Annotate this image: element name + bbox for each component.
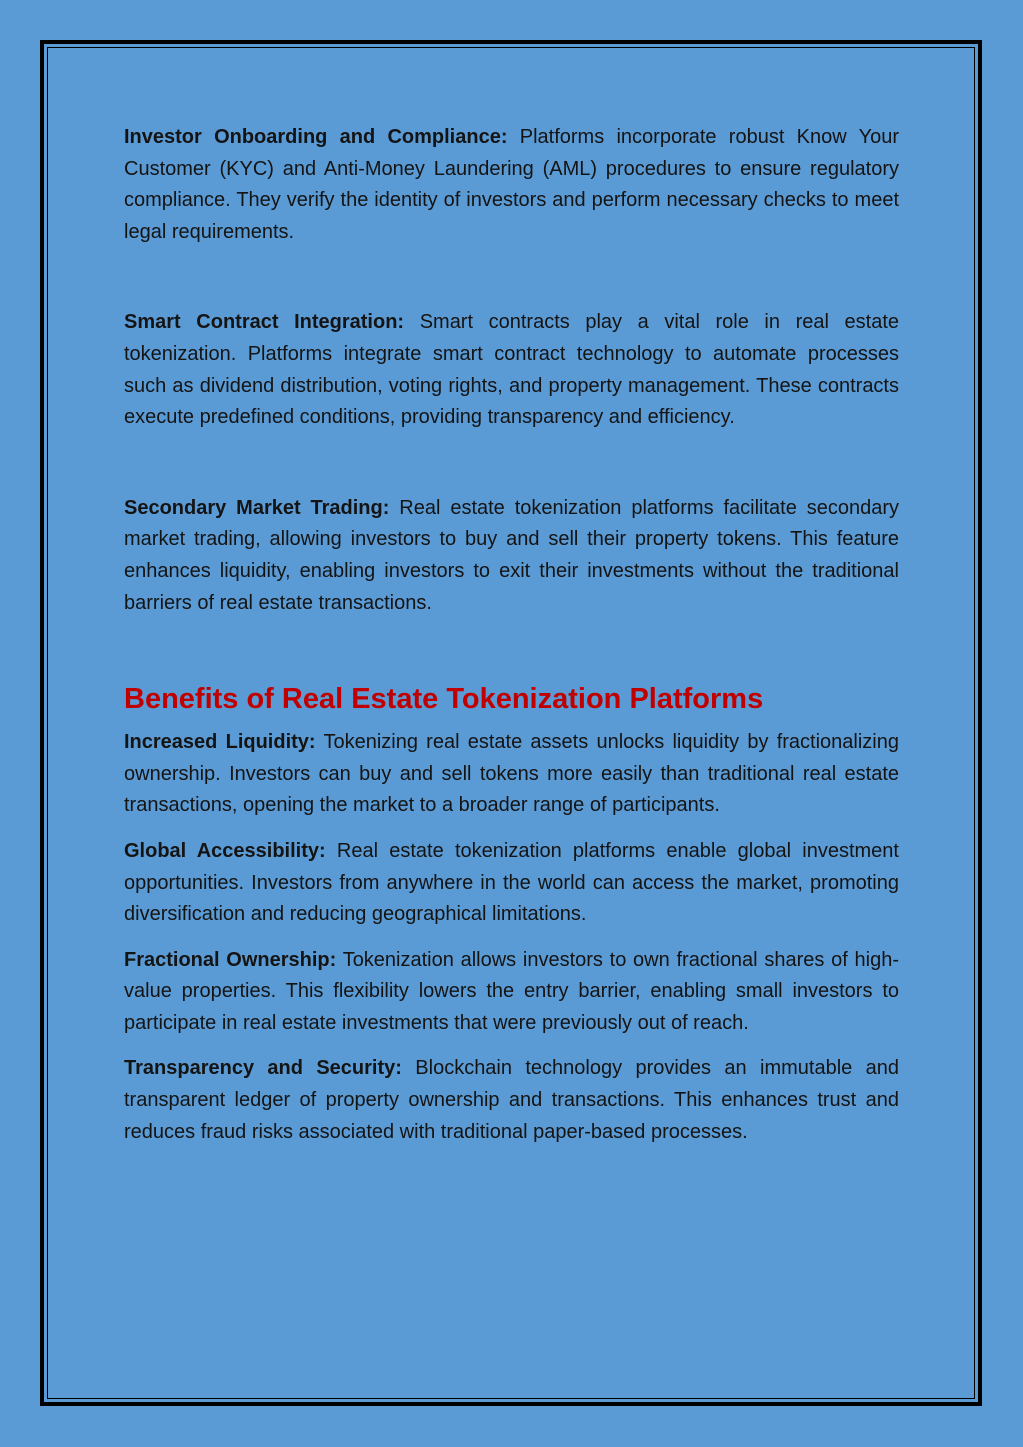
benefit-text: Tokenization allows investors to own fractional shares of high-value properties. This flexibility lowers the entry barrier, enabling small investors to participate in real estate investments that were previously out of reach. — [124, 948, 899, 1034]
benefit-title: Global Accessibility: — [124, 839, 326, 862]
feature-smart-contract — [124, 307, 899, 433]
benefits-heading: Benefits of Real Estate Tokenization Platforms — [124, 683, 764, 716]
document-content — [124, 122, 899, 1148]
feature-secondary-market — [124, 493, 899, 619]
benefit-title: Transparency and Security: — [124, 1057, 402, 1080]
feature-title: Investor Onboarding and Compliance: — [124, 126, 508, 148]
feature-text: Smart contracts play a vital role in real estate tokenization. Platforms integrate smart contract technology to automate processes such as dividend distribution, voting rights, and property management. These contracts execute predefined conditions, providing transparency and efficiency. — [124, 311, 899, 429]
benefit-text: Blockchain technology provides an immutable and transparent ledger of property ownership and transactions. This enhances trust and reduces fraud risks associated with traditional paper-based processes. — [124, 1057, 899, 1143]
benefit-fractional-ownership — [124, 945, 899, 1040]
feature-text: Real estate tokenization platforms facilitate secondary market trading, allowing investors to buy and sell their property tokens. This feature enhances liquidity, enabling investors to exit their investments without the traditional barriers of real estate transactions. — [124, 496, 899, 614]
feature-text: Platforms incorporate robust Know Your Customer (KYC) and Anti-Money Laundering (AML) procedures to ensure regulatory compliance. They verify the identity of investors and perform necessary checks to meet legal requirements. — [124, 126, 899, 243]
benefit-text: Tokenizing real estate assets unlocks liquidity by fractionalizing ownership. Investors can buy and sell tokens more easily than traditional real estate transactions, opening the market to a broader range of participants. — [124, 731, 899, 817]
benefit-global-accessibility — [124, 836, 899, 931]
benefit-text: Real estate tokenization platforms enable global investment opportunities. Investors from anywhere in the world can access the market, promoting diversification and reducing geographical limitations. — [124, 839, 899, 926]
benefit-increased-liquidity — [124, 727, 899, 822]
feature-title: Secondary Market Trading: — [124, 496, 390, 519]
benefit-title: Increased Liquidity: — [124, 731, 316, 754]
feature-title: Smart Contract Integration: — [124, 311, 405, 334]
benefit-title: Fractional Ownership: — [124, 948, 337, 971]
benefit-transparency-security — [124, 1053, 899, 1148]
feature-investor-onboarding — [124, 122, 899, 248]
